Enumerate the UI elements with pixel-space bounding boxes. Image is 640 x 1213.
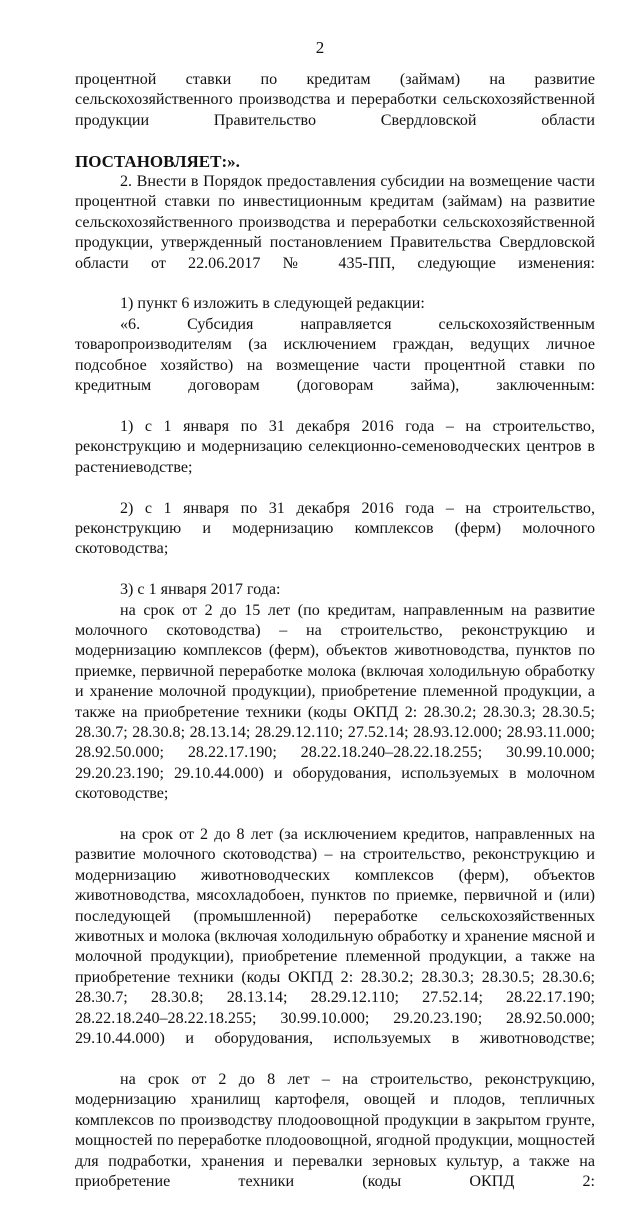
paragraph-subitem-3: 3) с 1 января 2017 года: [120, 581, 281, 599]
paragraph-subitem-1: 1) с 1 января по 31 декабря 2016 года – на строительство, реконструкцию и модернизацию селекционно-семеноводческих центров в растениеводстве; [75, 417, 595, 476]
resolves-heading: ПОСТАНОВЛЯЕТ:». [75, 151, 240, 171]
document-body [75, 70, 595, 1213]
paragraph-term-2-15: на срок от 2 до 15 лет (по кредитам, направленным на развитие молочного скотоводства) – на строительство, реконструкцию и модернизацию комплексов (ферм), объектов животноводства, пунктов по приемке, первичной переработке молока (включая холодильную обработку и хранение молочной продукции), приобретение племенной продукции, а также на приобретение техники (коды ОКПД 2: 28.30.2; 28.30.3; 28.30.5; 28.30.7; 28.30.8; 28.13.14; 28.29.12.110; 27.52.14; 28.93.12.000; 28.93.11.000; 28.92.50.000; 28.22.17.190; 28.22.18.240–28.22.18.255; 30.99.10.000; 29.20.23.190; 29.10.44.000) и оборудования, используемых в молочном скотоводстве; [75, 601, 595, 803]
paragraph-item-1: 1) пункт 6 изложить в следующей редакции: [120, 295, 425, 313]
paragraph-subitem-2: 2) с 1 января по 31 декабря 2016 года – на строительство, реконструкцию и модернизацию комплексов (ферм) молочного скотоводства; [75, 499, 595, 558]
paragraph-term-2-8-storage: на срок от 2 до 8 лет – на строительство, реконструкцию, модернизацию хранилищ картофеля, овощей и плодов, тепличных комплексов по производству плодоовощной продукции в закрытом грунте, мощностей по переработке плодоовощной, ягодной продукции, мощностей для подработки, хранения и перевалки зерновых культур, а также на приобретение техники (коды ОКПД 2: [75, 1070, 595, 1190]
heading-continuation: процентной ставки по кредитам (займам) на развитие сельскохозяйственного производства и переработки сельскохозяйственной продукции Правительство Свердловской области [75, 71, 595, 129]
page-number: 2 [315, 38, 325, 57]
paragraph-clause-6: «6. Субсидия направляется сельскохозяйственным товаропроизводителям (за исключением граждан, ведущих личное подсобное хозяйство) на возмещение части процентной ставки по кредитным договорам (договорам займа), заключенным: [75, 315, 595, 395]
paragraph-amendment: 2. Внести в Порядок предоставления субсидии на возмещение части процентной ставки по инвестиционным кредитам (займам) на развитие сельскохозяйственного производства и переработки сельскохозяйственной продукции, утвержденный постановлением Правительства Свердловской области от 22.06.2017 № 435-ПП, следующие изменения: [75, 173, 595, 272]
paragraph-term-2-8-livestock: на срок от 2 до 8 лет (за исключением кредитов, направленных на развитие молочного скотоводства) – на строительство, реконструкцию и модернизацию животноводческих комплексов (ферм), объектов животноводства, мясохладобоен, пунктов по приемке, первичной и (или) последующей (промышленной) переработке сельскохозяйственных животных и молока (включая холодильную обработку и хранение мясной и молочной продукции), приобретение племенной продукции, а также на приобретение техники (коды ОКПД 2: 28.30.2; 28.30.3; 28.30.5; 28.30.6; 28.30.7; 28.30.8; 28.13.14; 28.29.12.110; 27.52.14; 28.22.17.190; 28.22.18.240–28.22.18.255; 30.99.10.000; 29.20.23.190; 28.92.50.000; 29.10.44.000) и оборудования, используемых в животноводстве; [75, 826, 595, 1048]
